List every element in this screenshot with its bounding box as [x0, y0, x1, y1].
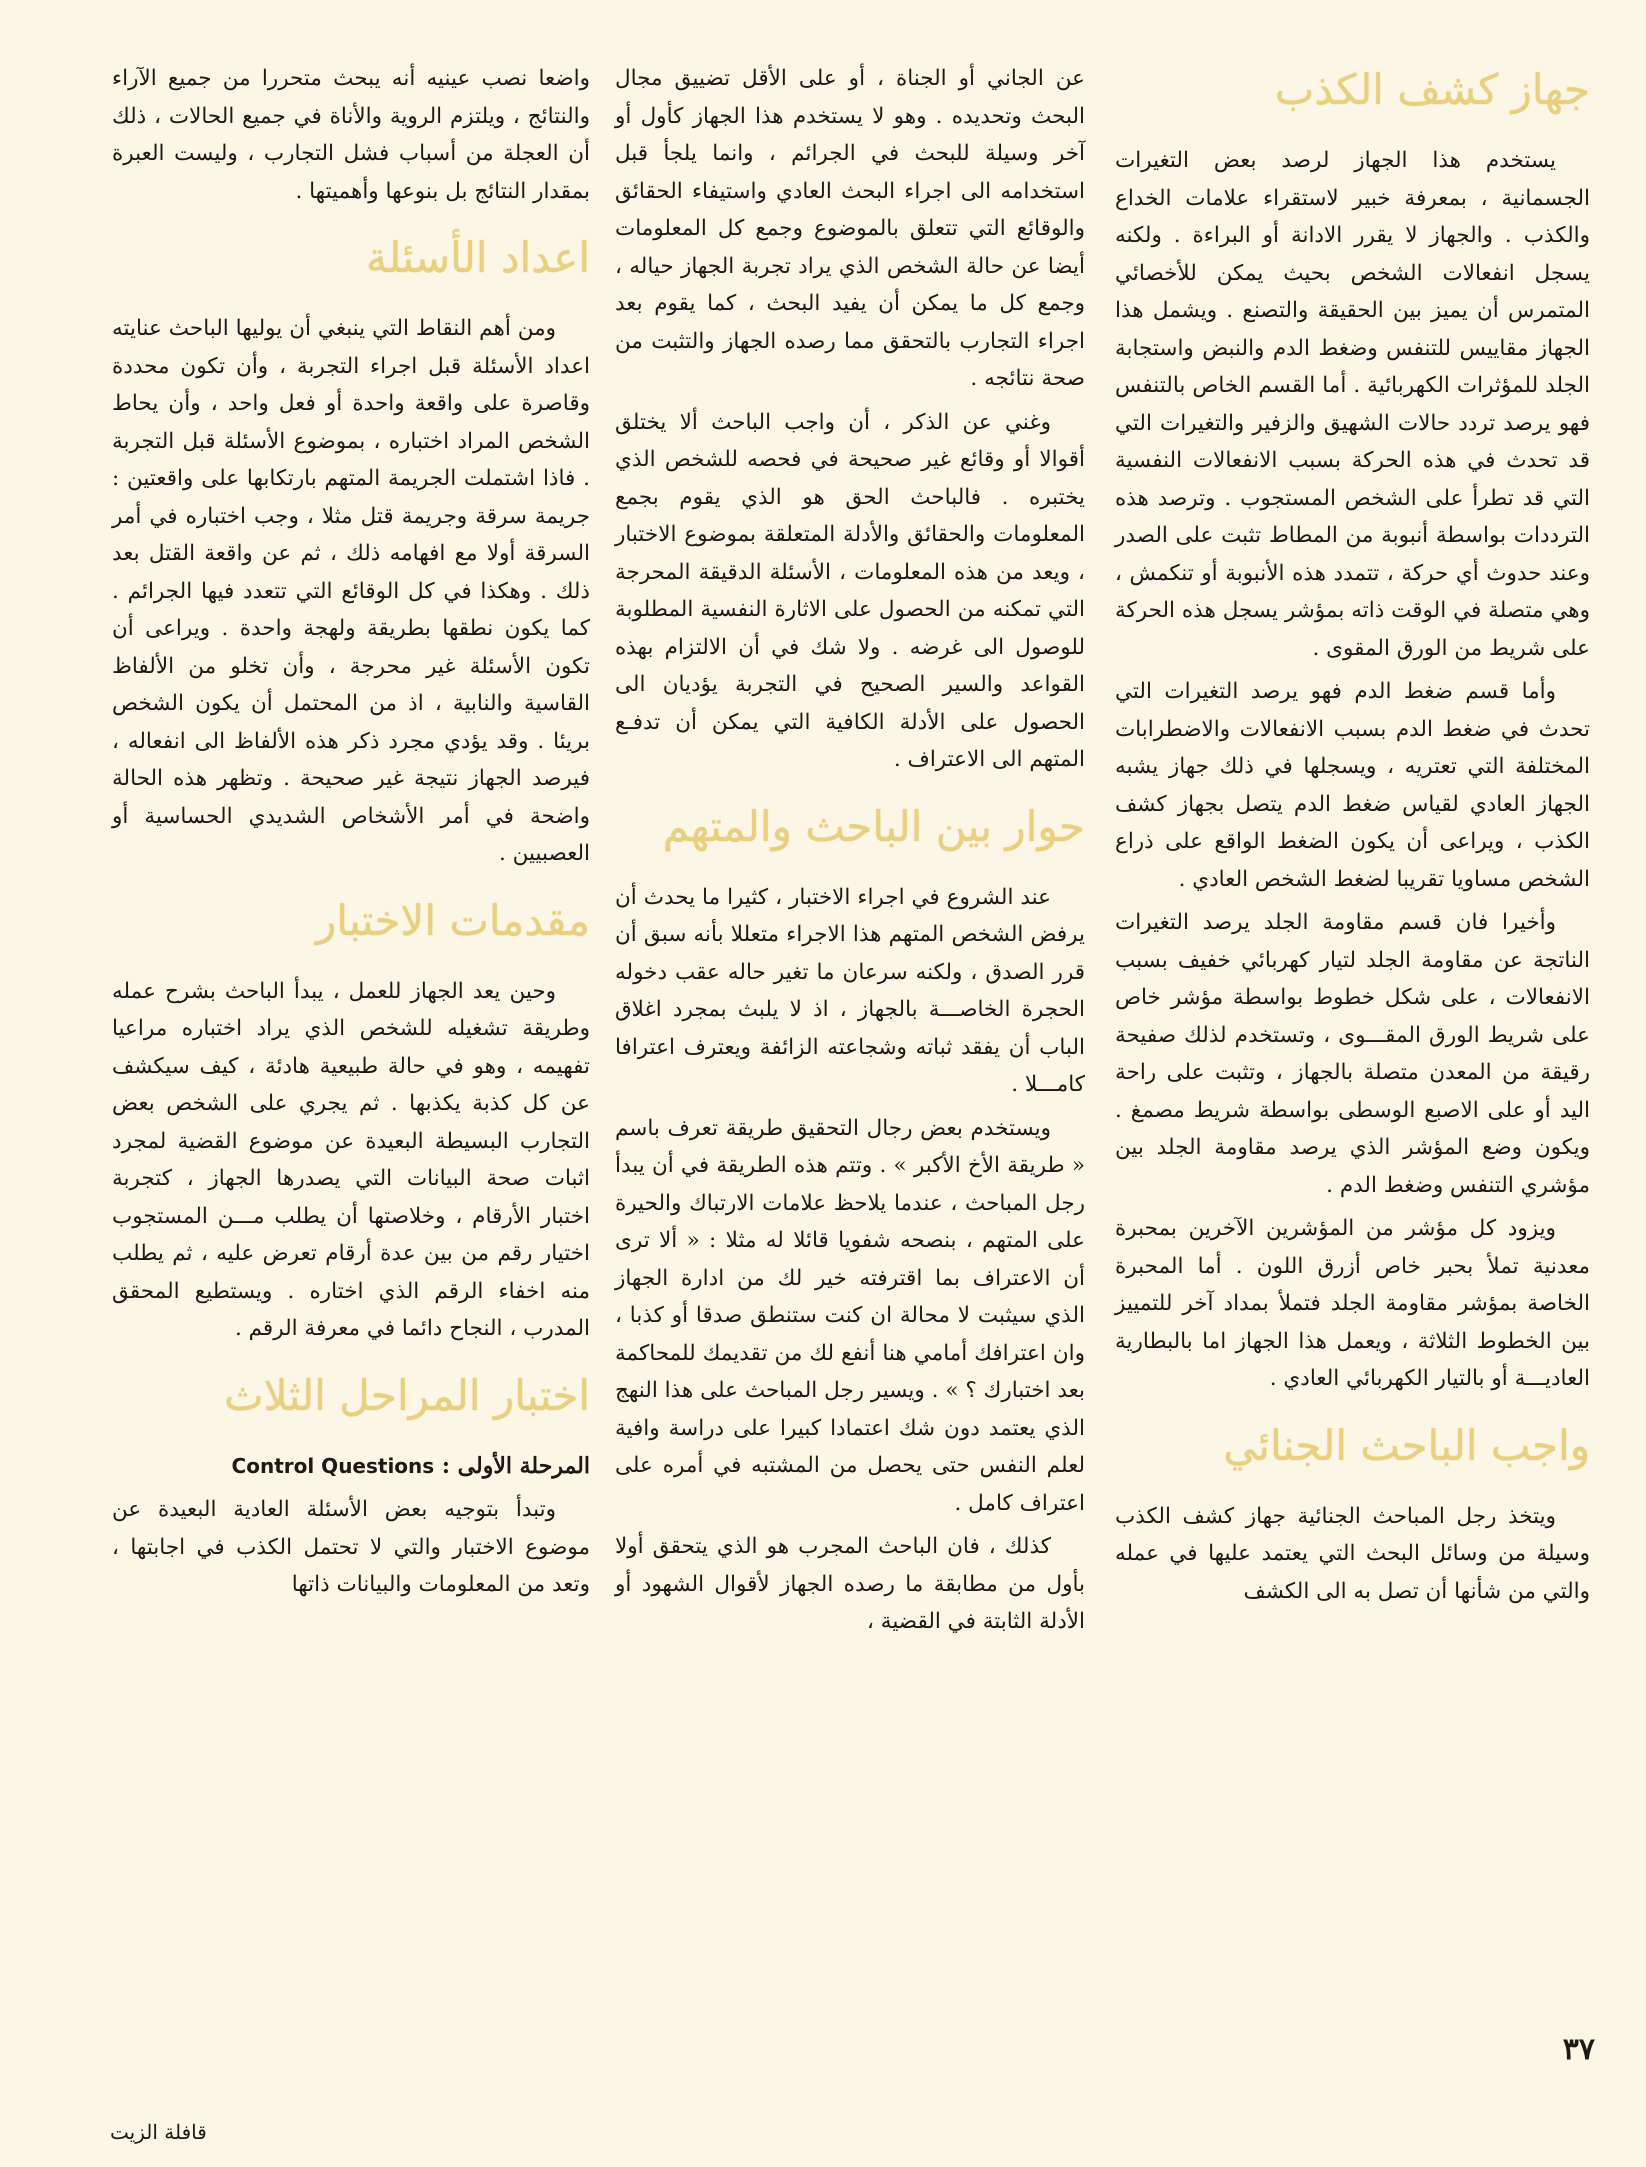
- paragraph: ويستخدم بعض رجال التحقيق طريقة تعرف باسم « طريقة الأخ الأكبر » . وتتم هذه الطريقة في أن يبدأ رجل المباحث ، عندما يلاحظ علامات الارتباك والحيرة على المتهم ، بنصحه شفويا قائلا له مثلا : « ألا ترى أن الاعتراف بما اقترفته خير لك من ادارة الجهاز الذي سيثبت لا محالة ان كنت ستنطق صدقا أو كذبا ، وان اعترافك أمامي هنا أنفع لك من تقديمك للمحاكمة بعد اختبارك ؟ » . ويسير رجل المباحث على هذا النهج الذي يعتمد دون شك اعتمادا كبيرا على دراسة وافية لعلم النفس حتى يحصل من المشتبه في أمره على اعتراف كامل .: [615, 1115, 1085, 1516]
- paragraph: يستخدم هذا الجهاز لرصد بعض التغيرات الجسمانية ، بمعرفة خبير لاستقراء علامات الخداع والكذب . والجهاز لا يقرر الادانة أو البراءة . ولكنه يسجل انفعالات الشخص بحيث يمكن للأخصائي المتمرس أن يميز بين الحقيقة والتصنع . ويشمل هذا الجهاز مقاييس للتنفس وضغط الدم والنبض واستجابة الجلد للمؤثرات الكهربائية . أما القسم الخاص بالتنفس فهو يرصد تردد حالات الشهيق والزفير والتغيرات التي قد تحدث في هذه الحركة بسبب الانفعالات النفسية التي قد تطرأ على الشخص المستجوب . وترصد هذه الترددات بواسطة أنبوبة من المطاط تثبت على الصدر وعند حدوث أي حركة ، تتمدد هذه الأنبوبة أو تنكمش ، وهي متصلة في الوقت ذاته بمؤشر يسجل هذه الحركة على شريط من الورق المقوى .: [1115, 148, 1590, 661]
- magazine-footer: قافلة الزيت: [110, 2120, 207, 2144]
- paragraph: وغني عن الذكر ، أن واجب الباحث ألا يختلق أقوالا أو وقائع غير صحيحة في فحصه للشخص الذي يختبره . فالباحث الحق هو الذي يقوم بجمع المعلومات والحقائق والأدلة المتعلقة بموضوع الاختبار ، ويعد من هذه المعلومات ، الأسئلة الدقيقة المحرجة التي تمكنه من الحصول على الاثارة النفسية المطلوبة للوصول الى غرضه . ولا شك في أن الالتزام بهذه القواعد والسير الصحيح في التجربة يؤديان الى الحصول على الأدلة الكافية التي يمكن أن تدفـع المتهم الى الاعتراف .: [615, 409, 1085, 772]
- section-heading-dialogue: حوار بين الباحث والمتهم: [662, 801, 1085, 851]
- column-right: [1115, 60, 1590, 1616]
- stage-label-arabic: المرحلة الأولى :: [441, 1452, 590, 1479]
- paragraph: وأخيرا فان قسم مقاومة الجلد يرصد التغيرات الناتجة عن مقاومة الجلد لتيار كهربائي خفيف بسبب الانفعالات ، على شكل خطوط بواسطة مؤشر خاص على شريط الورق المقـــوى ، وتستخدم لذلك صفيحة رقيقة من المعدن متصلة بالجهاز ، وتثبت على راحة اليد أو على الاصبع الوسطى بواسطة شريط مصمغ . ويكون وضع المؤشر الذي يرصد مقاومة الجلد بين مؤشري التنفس وضغط الدم .: [1115, 910, 1590, 1198]
- paragraph: كذلك ، فان الباحث المجرب هو الذي يتحقق أولا بأول من مطابقة ما رصده الجهاز لأقوال الشهود أو الأدلة الثابتة في القضية ،: [615, 1534, 1085, 1634]
- paragraph: وأما قسم ضغط الدم فهو يرصد التغيرات التي تحدث في ضغط الدم بسبب الانفعالات والاضطرابات المختلفة التي تعتريه ، ويسجلها في ذلك جهاز يشبه الجهاز العادي لقياس ضغط الدم يتصل بجهاز كشف الكذب ، ويراعى أن يكون الضغط الواقع على ذراع الشخص مساويا تقريبا لضغط الشخص العادي .: [1115, 679, 1590, 892]
- paragraph: وتبدأ بتوجيه بعض الأسئلة العادية البعيدة عن موضوع الاختبار والتي لا تحتمل الكذب في اجابتها ، وتعد من المعلومات والبيانات ذاتها: [112, 1497, 590, 1597]
- section-heading-three-stage-test: اختبار المراحل الثلاث: [224, 1370, 590, 1420]
- paragraph: عن الجاني أو الجناة ، أو على الأقل تضييق مجال البحث وتحديده . وهو لا يستخدم هذا الجهاز كأول أو آخر وسيلة للبحث في الجرائم ، وانما يلجأ قبل استخدامه الى اجراء البحث العادي واستيفاء الحقائق والوقائع التي تتعلق بالموضوع وجمع كل المعلومات أيضا عن حالة الشخص الذي يراد تجربة الجهاز حياله ، وجمع كل ما يمكن أن يفيد البحث ، كما يقوم بعد اجراء التجارب بالتحقق مما رصده الجهاز والتثبت من صحة نتائجه .: [615, 66, 1085, 391]
- paragraph: ويزود كل مؤشر من المؤشرين الآخرين بمحبرة معدنية تملأ بحبر خاص أزرق اللون . أما المحبرة الخاصة بمؤشر مقاومة الجلد فتملأ بمداد آخر للتمييز بين الخطوط الثلاثة ، ويعمل هذا الجهاز اما بالبطارية العاديـــة أو بالتيار الكهربائي العادي .: [1115, 1216, 1590, 1391]
- paragraph: عند الشروع في اجراء الاختبار ، كثيرا ما يحدث أن يرفض الشخص المتهم هذا الاجراء متعللا بأنه سبق أن قرر الصدق ، ولكنه سرعان ما تغير حاله عقب دخوله الحجرة الخاصـــة بالجهاز ، اذ لا يلبث بمجرد اغلاق الباب أن يفقد ثباته وشجاعته الزائفة ويعترف اعترافا كامـــلا .: [615, 884, 1085, 1097]
- paragraph: ومن أهم النقاط التي ينبغي أن يوليها الباحث عنايته اعداد الأسئلة قبل اجراء التجربة ، وأن تكون محددة وقاصرة على واقعة واحدة أو فعل واحد ، وأن يحاط الشخص المراد اختباره ، بموضوع الأسئلة قبل التجربة . فاذا اشتملت الجريمة المتهم بارتكابها على واقعتين : جريمة سرقة وجريمة قتل مثلا ، وجب اختباره في أمر السرقة أولا مع افهامه ذلك ، ثم عن واقعة القتل بعد ذلك . وهكذا في كل الوقائع التي تتعدد فيها الجرائم . كما يكون نطقها بطريقة ولهجة واحدة . ويراعى أن تكون الأسئلة غير محرجة ، وأن تخلو من الألفاظ القاسية والنابية ، اذ من المحتمل أن يكون الشخص بريئا . وقد يؤدي مجرد ذكر هذه الألفاظ الى انفعاله ، فيرصد الجهاز نتيجة غير صحيحة . وتظهر هذه الحالة واضحة في أمر الأشخاص الشديدي الحساسية أو العصبيين .: [112, 316, 590, 866]
- column-left: [112, 60, 590, 1610]
- paragraph: ويتخذ رجل المباحث الجنائية جهاز كشف الكذب وسيلة من وسائل البحث التي يعتمد عليها في عمله والتي من شأنها أن تصل به الى الكشف: [1115, 1503, 1590, 1604]
- stage-label-english: Control Questions: [231, 1453, 435, 1478]
- section-heading-test-preliminaries: مقدمات الاختبار: [316, 895, 590, 945]
- paragraph: وحين يعد الجهاز للعمل ، يبدأ الباحث بشرح عمله وطريقة تشغيله للشخص الذي يراد اختباره مراعيا تفهيمه ، وهو في حالة طبيعية هادئة ، كيف سيكشف عن كل كذبة يكذبها . ثم يجري على الشخص بعض التجارب البسيطة البعيدة عن موضوع القضية لمجرد اثبات صحة البيانات التي يصدرها الجهاز ، كتجربة اختبار الأرقام ، وخلاصتها أن يطلب مـــن المستجوب اختيار رقم من بين عدة أرقام تعرض عليه ، ثم يطلب منه اخفاء الرقم الذي اختاره . ويستطيع المحقق المدرب ، النجاح دائما في معرفة الرقم .: [112, 978, 590, 1341]
- section-heading-investigator-duty: واجب الباحث الجنائي: [1223, 1420, 1590, 1470]
- column-middle: [615, 60, 1085, 1647]
- paragraph: واضعا نصب عينيه أنه يبحث متحررا من جميع الآراء والنتائج ، ويلتزم الروية والأناة في جميع الحالات ، ذلك أن العجلة من أسباب فشل التجارب ، وليست العبرة بمقدار النتائج بل بنوعها وأهميتها .: [112, 66, 590, 204]
- section-heading-lie-detector: جهاز كشف الكذب: [1274, 65, 1590, 114]
- section-heading-question-prep: اعداد الأسئلة: [365, 233, 590, 282]
- page-number: ٣٧: [1562, 2032, 1595, 2067]
- stage-label: [112, 1448, 590, 1486]
